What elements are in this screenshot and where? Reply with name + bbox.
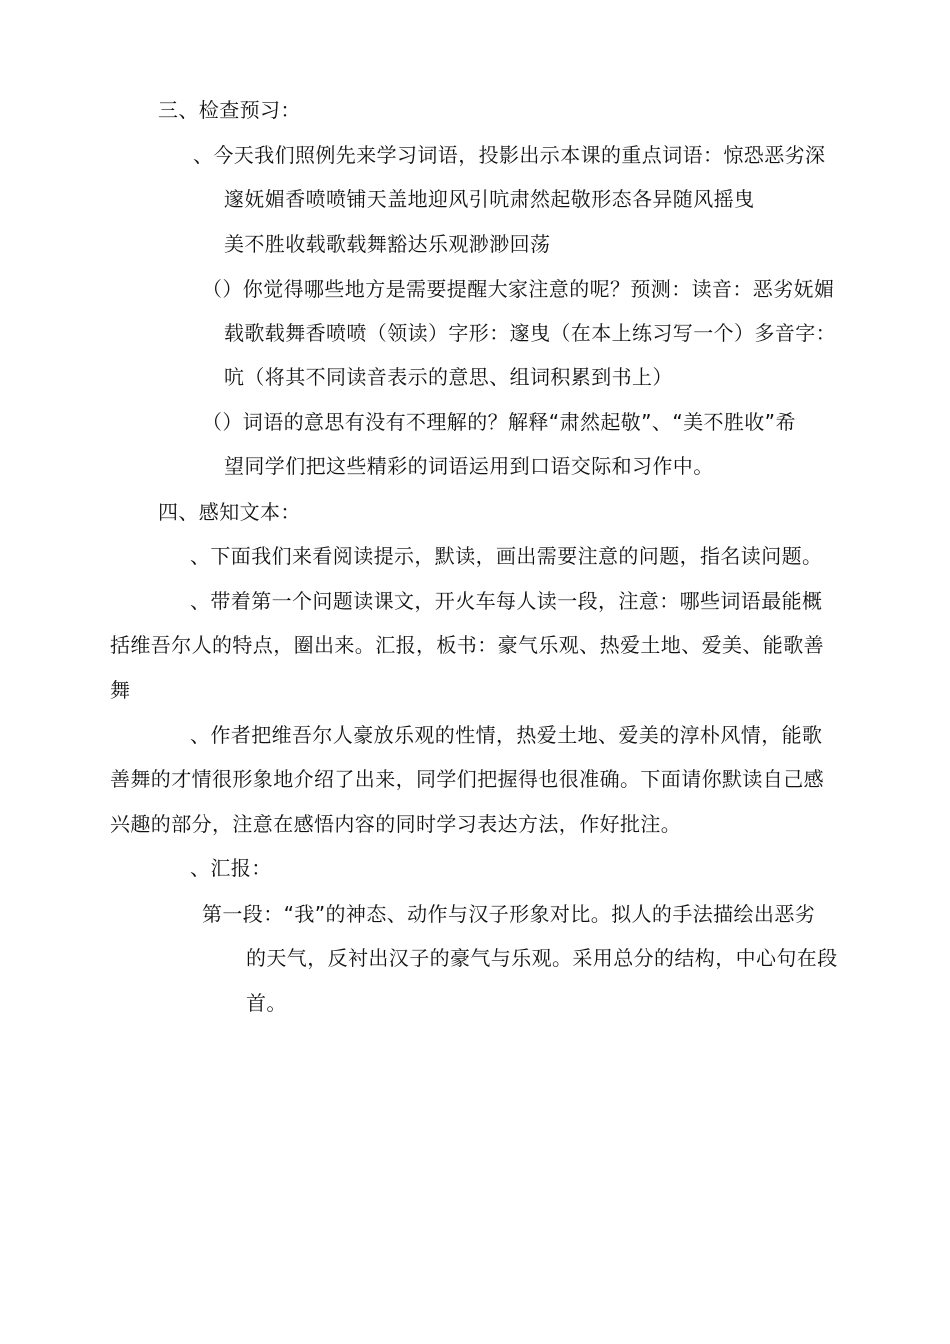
s3-item1-line1: 、今天我们照例先来学习词语，投影出示本课的重点词语：惊恐恶劣深 (193, 143, 826, 167)
section-3-heading: 三、检查预习： (158, 98, 301, 122)
section-4-heading: 四、感知文本： (158, 500, 301, 524)
s4-item3-line2: 善舞的才情很形象地介绍了出来，同学们把握得也很准确。下面请你默读自己感 (110, 767, 824, 791)
s4-item4-para1-line1: 第一段：“我”的神态、动作与汉子形象对比。拟人的手法描绘出恶劣 (202, 902, 816, 926)
s3-item1-line3: 美不胜收载歌载舞豁达乐观渺渺回荡 (224, 232, 551, 256)
s4-item4-label: 、汇报： (190, 856, 272, 880)
s4-item4-para1-line2: 的天气，反衬出汉子的豪气与乐观。采用总分的结构，中心句在段 (246, 946, 838, 970)
s3-item2-line2: 载歌载舞香喷喷（领读）字形：邃曳（在本上练习写一个）多音字： (224, 321, 836, 345)
s4-item2-line2: 括维吾尔人的特点，圈出来。汇报，板书：豪气乐观、热爱土地、爱美、能歌善 (110, 633, 824, 657)
s3-item3-line1: （）词语的意思有没有不理解的？解释“肃然起敬”、“美不胜收”希 (202, 410, 796, 434)
s4-item3-line3: 兴趣的部分，注意在感悟内容的同时学习表达方法，作好批注。 (110, 812, 682, 836)
s4-item1-line1: 、下面我们来看阅读提示，默读，画出需要注意的问题，指名读问题。 (190, 544, 823, 568)
s4-item3-line1: 、作者把维吾尔人豪放乐观的性情，热爱土地、爱美的淳朴风情，能歌 (190, 723, 823, 747)
s4-item2-line1: 、带着第一个问题读课文，开火车每人读一段，注意：哪些词语最能概 (190, 589, 823, 613)
s3-item1-line2: 邃妩媚香喷喷铺天盖地迎风引吭肃然起敬形态各异随风摇曳 (224, 187, 755, 211)
s3-item2-line3: 吭（将其不同读音表示的意思、组词积累到书上） (224, 365, 673, 389)
s4-item2-line3: 舞 (110, 678, 131, 702)
s4-item4-para1-line3: 首。 (246, 991, 287, 1015)
s3-item2-line1: （）你觉得哪些地方是需要提醒大家注意的呢？预测：读音：恶劣妩媚 (202, 277, 835, 301)
s3-item3-line2: 望同学们把这些精彩的词语运用到口语交际和习作中。 (224, 454, 714, 478)
